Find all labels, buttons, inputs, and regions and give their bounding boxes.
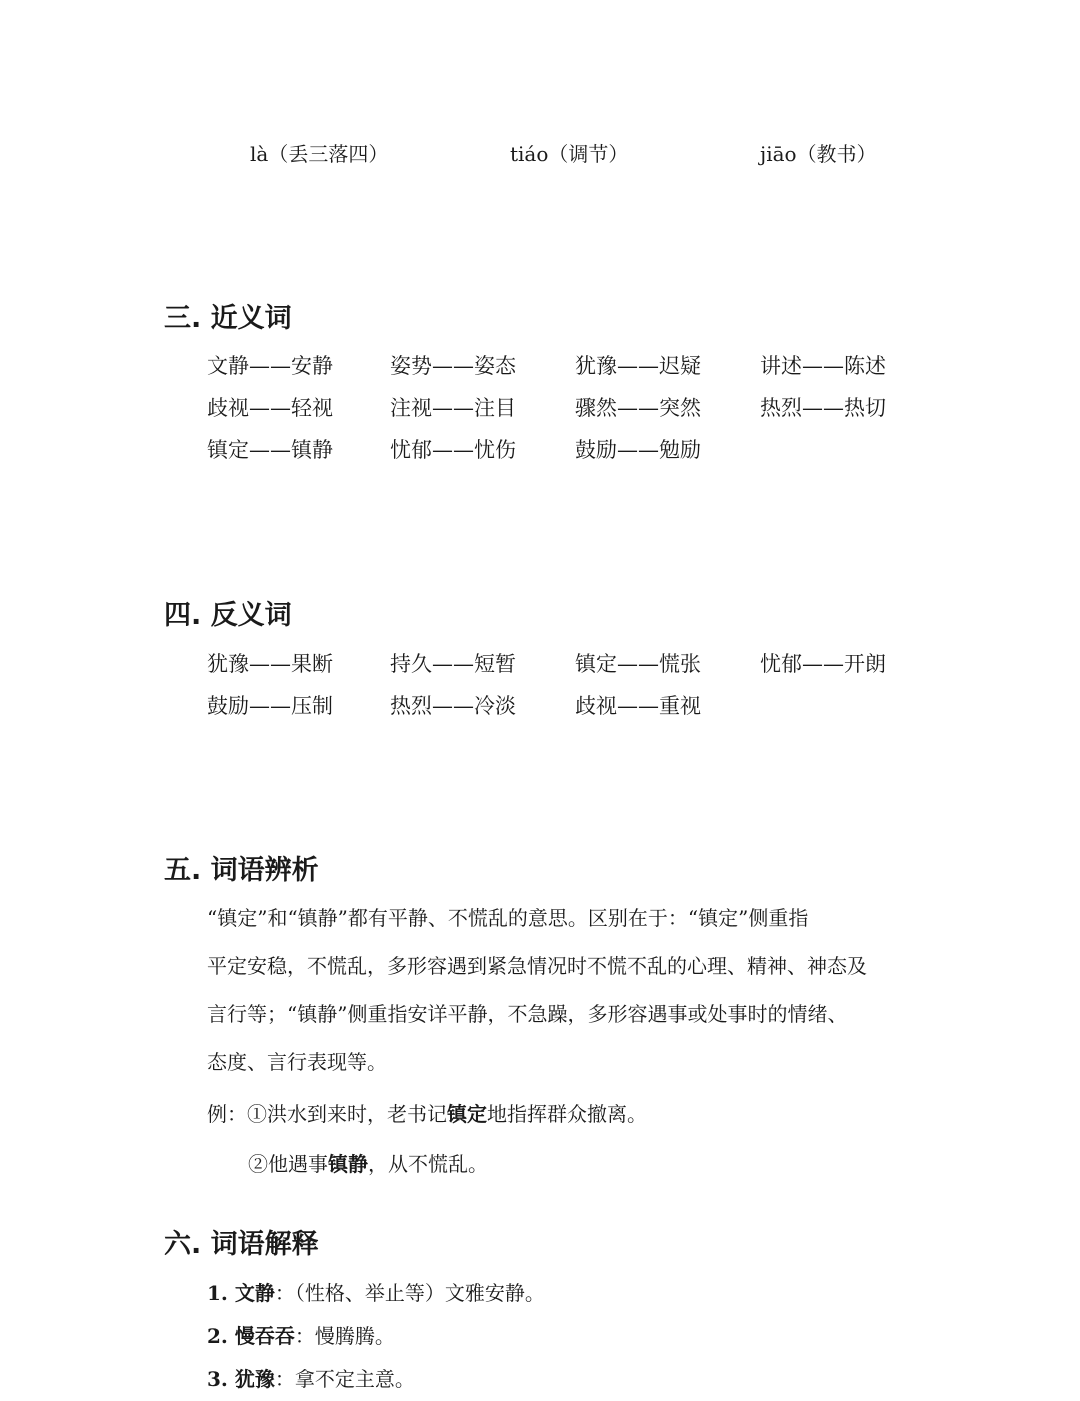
definition-separator: ：	[274, 1367, 295, 1391]
paragraph-line: 态度、言行表现等。	[207, 1050, 387, 1074]
paragraph-line: “镇定”和“镇静”都有平静、不慌乱的意思。区别在于：“镇定”侧重指	[207, 906, 809, 930]
word-pair: 镇定——慌张	[575, 652, 701, 676]
example-sentence-1	[207, 1098, 647, 1127]
definition-term: 2. 慢吞吞	[207, 1324, 295, 1348]
example-sentence-2	[248, 1148, 488, 1177]
paragraph-line: 平定安稳，不慌乱，多形容遇到紧急情况时不慌不乱的心理、精神、神态及	[207, 954, 867, 978]
word-pair: 文静——安静	[207, 354, 333, 378]
example-keyword: 镇定	[447, 1102, 487, 1126]
pinyin-item: jiāo（教书）	[760, 142, 877, 166]
definition-text: 慢腾腾。	[314, 1324, 395, 1348]
example-text: ②他遇事	[248, 1152, 328, 1176]
word-pair: 犹豫——果断	[207, 652, 333, 676]
example-text: 例：①洪水到来时，老书记	[207, 1102, 447, 1126]
definition-item	[207, 1363, 415, 1392]
word-pair: 歧视——重视	[575, 694, 701, 718]
definition-text: （性格、举止等）文雅安静。	[294, 1281, 545, 1305]
word-pair: 忧郁——开朗	[760, 652, 886, 676]
example-keyword: 镇静	[328, 1152, 368, 1176]
word-pair: 骤然——突然	[575, 396, 701, 420]
definition-separator: ：	[274, 1281, 295, 1305]
word-pair: 犹豫——迟疑	[575, 354, 701, 378]
definition-term: 1. 文静	[207, 1281, 275, 1305]
definition-item	[207, 1277, 545, 1306]
example-text: 地指挥群众撤离。	[487, 1102, 647, 1126]
definition-text: 拿不定主意。	[294, 1367, 415, 1391]
word-pair: 讲述——陈述	[760, 354, 886, 378]
section-heading-analysis: 五. 词语辨析	[164, 855, 319, 886]
pinyin-item: tiáo（调节）	[510, 142, 629, 166]
word-pair: 歧视——轻视	[207, 396, 333, 420]
word-pair: 热烈——冷淡	[390, 694, 516, 718]
definition-term: 3. 犹豫	[207, 1367, 275, 1391]
paragraph-line: 言行等；“镇静”侧重指安详平静，不急躁，多形容遇事或处事时的情绪、	[207, 1002, 848, 1026]
word-pair: 镇定——镇静	[207, 438, 333, 462]
word-pair: 忧郁——忧伤	[390, 438, 516, 462]
word-pair: 鼓励——勉励	[575, 438, 701, 462]
pinyin-item: là（丢三落四）	[250, 142, 389, 166]
section-heading-antonyms: 四. 反义词	[164, 600, 292, 631]
word-pair: 注视——注目	[390, 396, 516, 420]
definition-separator: ：	[294, 1324, 315, 1348]
section-heading-synonyms: 三. 近义词	[164, 303, 292, 334]
word-pair: 姿势——姿态	[390, 354, 516, 378]
section-heading-definitions: 六. 词语解释	[164, 1229, 319, 1260]
word-pair: 鼓励——压制	[207, 694, 333, 718]
word-pair: 热烈——热切	[760, 396, 886, 420]
example-text: ，从不慌乱。	[368, 1152, 488, 1176]
word-pair: 持久——短暂	[390, 652, 516, 676]
pinyin-row	[0, 138, 1080, 168]
analysis-paragraph	[207, 894, 927, 1086]
definition-item	[207, 1320, 395, 1349]
